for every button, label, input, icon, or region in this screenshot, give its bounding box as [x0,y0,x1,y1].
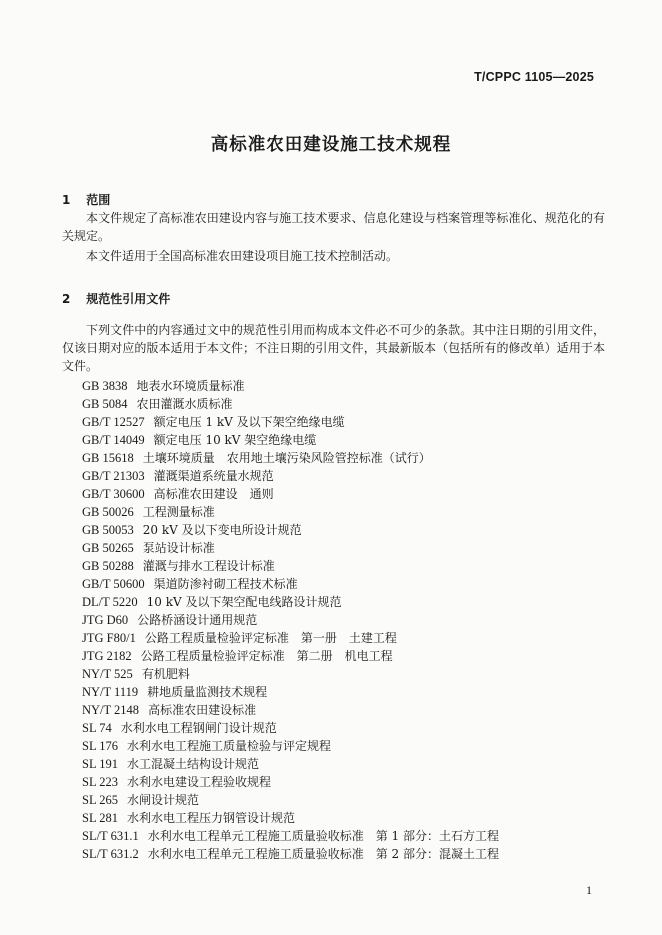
reference-list [82,377,499,863]
section-title: 规范性引用文件 [86,292,171,306]
section-heading-normative-references [62,290,170,307]
reference-item [82,413,499,431]
reference-title: 水工混凝土结构设计规范 [127,757,260,772]
reference-item [82,485,499,503]
reference-item [82,575,499,593]
reference-code: JTG F80/1 [82,631,136,646]
reference-title: 水闸设计规范 [127,793,200,808]
reference-code: GB/T 30600 [82,487,145,502]
reference-code: GB 50053 [82,523,134,538]
reference-item [82,701,499,719]
reference-code: SL 191 [82,757,118,772]
reference-item [82,683,499,701]
reference-code: GB/T 14049 [82,433,145,448]
reference-title: 额定电压 1 kV 及以下架空绝缘电缆 [153,415,345,430]
references-intro-paragraph: 下列文件中的内容通过文中的规范性引用而构成本文件必不可少的条款。其中注日期的引用文件，仅该日期对应的版本适用于本文件；不注日期的引用文件，其最新版本（包括所有的修改单）适用于本文件。 [62,323,605,373]
reference-code: DL/T 5220 [82,595,138,610]
reference-title: 公路桥涵设计通用规范 [137,613,258,628]
reference-title: 土壤环境质量 农用地土壤污染风险管控标准（试行） [142,451,431,466]
reference-title: 水利水电工程压力钢管设计规范 [127,811,296,826]
reference-title: 高标准农田建设 通则 [153,487,274,502]
reference-code: SL 223 [82,775,118,790]
reference-code: GB/T 50600 [82,577,145,592]
reference-title: 灌溉渠道系统量水规范 [153,469,274,484]
reference-title: 公路工程质量检验评定标准 第一册 土建工程 [144,631,397,646]
reference-code: SL 265 [82,793,118,808]
reference-code: SL 74 [82,721,112,736]
reference-title: 工程测量标准 [142,505,215,520]
reference-item [82,503,499,521]
reference-code: GB 50288 [82,559,134,574]
reference-item [82,377,499,395]
reference-title: 农田灌溉水质标准 [136,397,233,412]
reference-code: SL/T 631.2 [82,847,139,862]
reference-item [82,449,499,467]
reference-item [82,665,499,683]
reference-item [82,521,499,539]
reference-title: 耕地质量监测技术规程 [147,685,268,700]
reference-item [82,755,499,773]
reference-item [82,791,499,809]
reference-item [82,773,499,791]
reference-title: 水利水电建设工程验收规程 [127,775,272,790]
reference-code: NY/T 2148 [82,703,140,718]
reference-item [82,809,499,827]
section-number: 2 [62,292,71,306]
reference-title: 水利水电工程施工质量检验与评定规程 [127,739,332,754]
reference-title: 有机肥料 [141,667,190,682]
reference-item [82,845,499,863]
reference-item [82,467,499,485]
reference-code: NY/T 525 [82,667,133,682]
reference-code: SL/T 631.1 [82,829,139,844]
reference-code: GB 50026 [82,505,134,520]
reference-item [82,431,499,449]
reference-title: 地表水环境质量标准 [136,379,245,393]
reference-code: GB 3838 [82,379,128,393]
reference-code: JTG 2182 [82,649,132,664]
reference-item [82,647,499,665]
reference-title: 高标准农田建设标准 [148,703,257,718]
reference-item [82,827,499,845]
section-number: 1 [62,193,71,207]
reference-code: GB 5084 [82,397,128,412]
scope-paragraph-1: 本文件规定了高标准农田建设内容与施工技术要求、信息化建设与档案管理等标准化、规范化的有关规定。 [62,211,605,243]
section-heading-scope [62,191,110,208]
reference-code: GB/T 12527 [82,415,145,430]
document-code: T/CPPC 1105—2025 [474,70,594,84]
reference-title: 渠道防渗衬砌工程技术标准 [153,577,298,592]
reference-item [82,557,499,575]
reference-title: 水利水电工程单元工程施工质量验收标准 第 2 部分：混凝土工程 [147,847,500,862]
scope-paragraph-2: 本文件适用于全国高标准农田建设项目施工技术控制活动。 [86,249,399,263]
reference-code: GB 50265 [82,541,134,556]
reference-code: GB 15618 [82,451,134,466]
section-title: 范围 [86,193,111,207]
reference-item [82,719,499,737]
reference-code: GB/T 21303 [82,469,145,484]
reference-title: 灌溉与排水工程设计标准 [142,559,275,574]
reference-item [82,395,499,413]
reference-item [82,611,499,629]
page-number: 1 [586,883,592,897]
reference-title: 额定电压 10 kV 架空绝缘电缆 [153,433,317,448]
reference-title: 水利水电工程单元工程施工质量验收标准 第 1 部分：土石方工程 [147,829,500,844]
reference-title: 20 kV 及以下变电所设计规范 [142,523,302,538]
reference-item [82,593,499,611]
reference-title: 泵站设计标准 [142,541,215,556]
reference-code: SL 281 [82,811,118,826]
reference-title: 公路工程质量检验评定标准 第二册 机电工程 [140,649,393,664]
reference-item [82,629,499,647]
reference-item [82,539,499,557]
reference-code: SL 176 [82,739,118,754]
page-title: 高标准农田建设施工技术规程 [210,135,452,155]
reference-item [82,737,499,755]
reference-title: 10 kV 及以下架空配电线路设计规范 [146,595,342,610]
reference-code: JTG D60 [82,613,129,628]
reference-title: 水利水电工程钢闸门设计规范 [120,721,277,736]
reference-code: NY/T 1119 [82,685,139,700]
